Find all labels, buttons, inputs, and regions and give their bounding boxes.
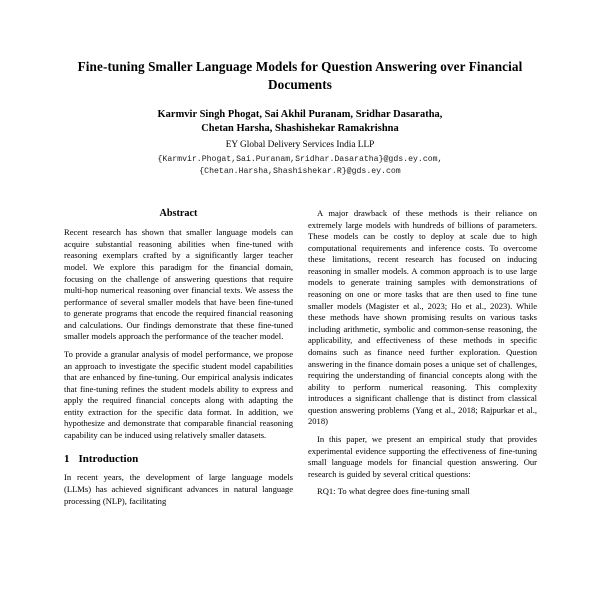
email-line-2: {Chetan.Harsha,Shashishekar.R}@gds.ey.com bbox=[199, 166, 401, 176]
affiliation: EY Global Delivery Services India LLP bbox=[225, 139, 375, 150]
right-paragraph-2: In this paper, we present an empirical study that provides experimental evidence supporting the effectiveness of fine-tuning small language models for financial question answering. Our research is guided by several critical questions: bbox=[308, 433, 537, 479]
introduction-heading bbox=[64, 453, 293, 467]
abstract-heading: Abstract bbox=[159, 208, 198, 219]
right-paragraph-1: A major drawback of these methods is their reliance on extremely large models with hundreds of billions of parameters. These models can be costly to deploy at scale due to high computational requirements and inference costs. To overcome these limitations, recent research has focused on inducing reasoning in smaller models. A common approach is to use large models to generate training samples with demonstrations of reasoning on one or more tasks that are then used to fine tune smaller models (Magister et al., 2023; Ho et al., 2023). While these methods have shown promising results on various tasks including arithmetic, symbolic and common-sense reasoning, the applicability, and effectiveness of these methods in specific domains such as finance need further exploration. Question answering in the finance domain poses a unique set of challenges, requiring the understanding of financial concepts along with the ability to perform numerical reasoning. This complexity introduces a significant challenge that is distinct from classical question answering problems (Yang et al., 2018; Rajpurkar et al., 2018) bbox=[308, 208, 537, 427]
two-column-body bbox=[0, 208, 600, 600]
paper-header bbox=[0, 0, 600, 178]
abstract-paragraph-2: To provide a granular analysis of model performance, we propose an approach to investigate the specific student model capabilities that are enhanced by fine-tuning. Our empirical analysis indicates that fine-tuning refines the student models ability to express and apply the required financial concepts along with adapting the entity extraction for the specific data format. In addition, we hypothesize and demonstrate that comparable financial reasoning capability can be induced using relatively smaller datasets. bbox=[64, 349, 293, 441]
abstract-paragraph-1: Recent research has shown that smaller language models can acquire substantial reasoning abilities when fine-tuned with reasoning exemplars crafted by a significantly larger teacher model. We explore this paradigm for the financial domain, focusing on the challenge of answering questions that require multi-hop numerical reasoning over financial texts. We assess the performance of several smaller models that have been fine-tuned to generate programs that encode the required financial reasoning and calculations. Our findings demonstrate that these fine-tuned smaller models approach the performance of the teacher model. bbox=[64, 227, 293, 342]
right-column bbox=[308, 208, 537, 600]
author-line-1: Karmvir Singh Phogat, Sai Akhil Puranam, Sridhar Dasaratha, bbox=[157, 109, 443, 121]
author-emails bbox=[62, 154, 538, 178]
introduction-section-number: 1 bbox=[64, 452, 70, 465]
right-paragraph-3: RQ1: To what degree does fine-tuning small bbox=[317, 486, 470, 497]
page-title: Fine-tuning Smaller Language Models for Question Answering over Financial Documents bbox=[77, 59, 523, 92]
author-line-2: Chetan Harsha, Shashishekar Ramakrishna bbox=[201, 123, 399, 135]
email-line-1: {Karmvir.Phogat,Sai.Puranam,Sridhar.Dasaratha}@gds.ey.com, bbox=[157, 154, 443, 164]
introduction-paragraph-1: In recent years, the development of large language models (LLMs) has achieved significant advances in natural language processing (NLP), facilitating bbox=[64, 472, 293, 506]
author-list bbox=[62, 108, 538, 136]
introduction-heading-label: Introduction bbox=[78, 452, 139, 465]
left-column bbox=[64, 208, 293, 600]
